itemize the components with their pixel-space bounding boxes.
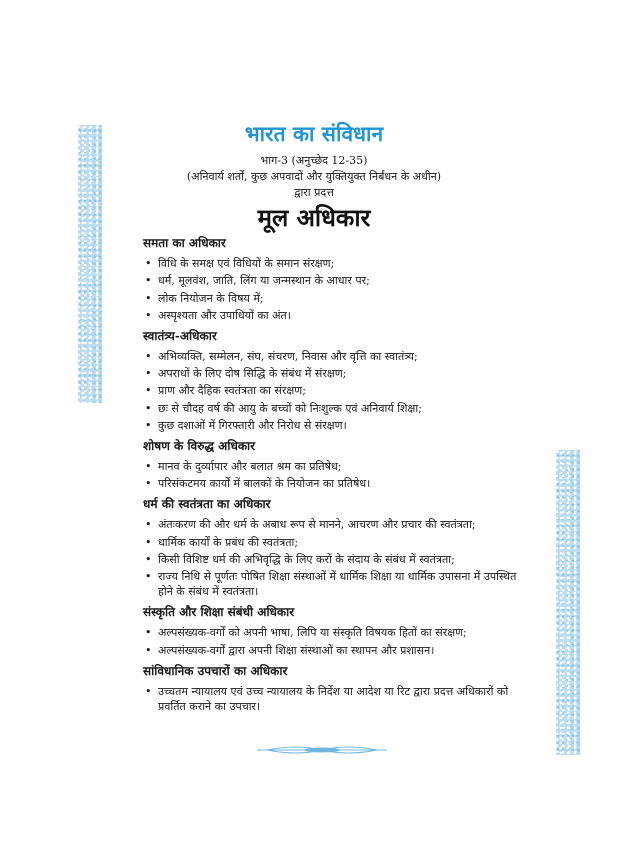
list-item: • प्राण और दैहिक स्वतंत्रता का संरक्षण; (143, 383, 525, 398)
bullet-list (143, 349, 525, 433)
rights-section (143, 439, 525, 491)
bullet-list (143, 459, 525, 491)
list-item: • धार्मिक कार्यों के प्रबंध की स्वतंत्रता; (143, 535, 525, 550)
list-item: • किसी विशिष्ट धर्म की अभिवृद्धि के लिए करों के संदाय के संबंध में स्वतंत्रता; (143, 552, 525, 567)
bullet-list (143, 256, 525, 323)
section-heading: शोषण के विरुद्ध अधिकार (143, 439, 256, 454)
bullet-list (143, 625, 525, 657)
bullet-list (143, 684, 525, 714)
rights-section (143, 605, 525, 657)
part-reference: भाग-3 (अनुच्छेद 12-35) (260, 154, 368, 167)
section-heading: संस्कृति और शिक्षा संबंधी अधिकार (143, 605, 295, 620)
rights-section (143, 329, 525, 433)
list-item: • अपराधों के लिए दोष सिद्धि के संबंध में संरक्षण; (143, 366, 525, 381)
list-item: • अल्पसंख्यक-वर्गों द्वारा अपनी शिक्षा संस्थाओं का स्थापन और प्रशासन। (143, 643, 525, 658)
list-item: • लोक नियोजन के विषय में; (143, 291, 525, 306)
list-item: • धर्म, मूलवंश, जाति, लिंग या जन्मस्थान के आधार पर; (143, 273, 525, 288)
section-heading: स्वातंत्र्य-अधिकार (143, 328, 217, 343)
conditions-note: (अनिवार्य शर्तों, कुछ अपवादों और युक्तियुक्त निर्बंधन के अधीन) (186, 170, 442, 183)
section-heading: धर्म की स्वतंत्रता का अधिकार (143, 497, 271, 512)
list-item: • परिसंकटमय कार्यों में बालकों के नियोजन का प्रतिषेध। (143, 476, 525, 491)
bullet-list (143, 517, 525, 599)
list-item: • अंतःकरण की और धर्म के अबाध रूप से मानने, आचरण और प्रचार की स्वतंत्रता; (143, 517, 525, 532)
list-item: • अभिव्यक्ति, सम्मेलन, संघ, संचरण, निवास और वृत्ति का स्वातंत्र्य; (143, 349, 525, 364)
section-heading: समता का अधिकार (143, 236, 226, 250)
section-heading: सांविधानिक उपचारों का अधिकार (143, 663, 288, 678)
list-item: • अस्पृश्यता और उपाधियों का अंत। (143, 308, 525, 323)
rights-list (143, 236, 525, 716)
granted-by: द्वारा प्रदत्त (294, 186, 334, 199)
rights-section (143, 236, 525, 323)
list-item: • कुछ दशाओं में गिरफ्तारी और निरोध से संरक्षण। (143, 418, 525, 433)
list-item: • उच्चतम न्यायालय एवं उच्च न्यायालय के निर्देश या आदेश या रिट द्वारा प्रदत्त अधिकारों को प्रवर्तित कराने का उपचार। (143, 684, 525, 714)
page-title: भारत का संविधान (244, 121, 384, 146)
section-title: मूल अधिकार (257, 203, 371, 232)
rights-section (143, 664, 525, 714)
list-item: • छः से चौदह वर्ष की आयु के बच्चों को निःशुल्क एवं अनिवार्य शिक्षा; (143, 401, 525, 416)
list-item: • राज्य निधि से पूर्णतः पोषित शिक्षा संस्थाओं में धार्मिक शिक्षा या धार्मिक उपासना में उपस्थित होने के संबंध में स्वतंत्रता। (143, 569, 525, 599)
list-item: • विधि के समक्ष एवं विधियों के समान संरक्षण; (143, 256, 525, 271)
rights-section (143, 497, 525, 599)
list-item: • अल्पसंख्यक-वर्गों को अपनी भाषा, लिपि या संस्कृति विषयक हितों का संरक्षण; (143, 625, 525, 640)
divider-ornament (257, 742, 387, 758)
decorative-right-stripe (556, 450, 580, 755)
list-item: • मानव के दुर्व्यापार और बलात श्रम का प्रतिषेध; (143, 459, 525, 474)
